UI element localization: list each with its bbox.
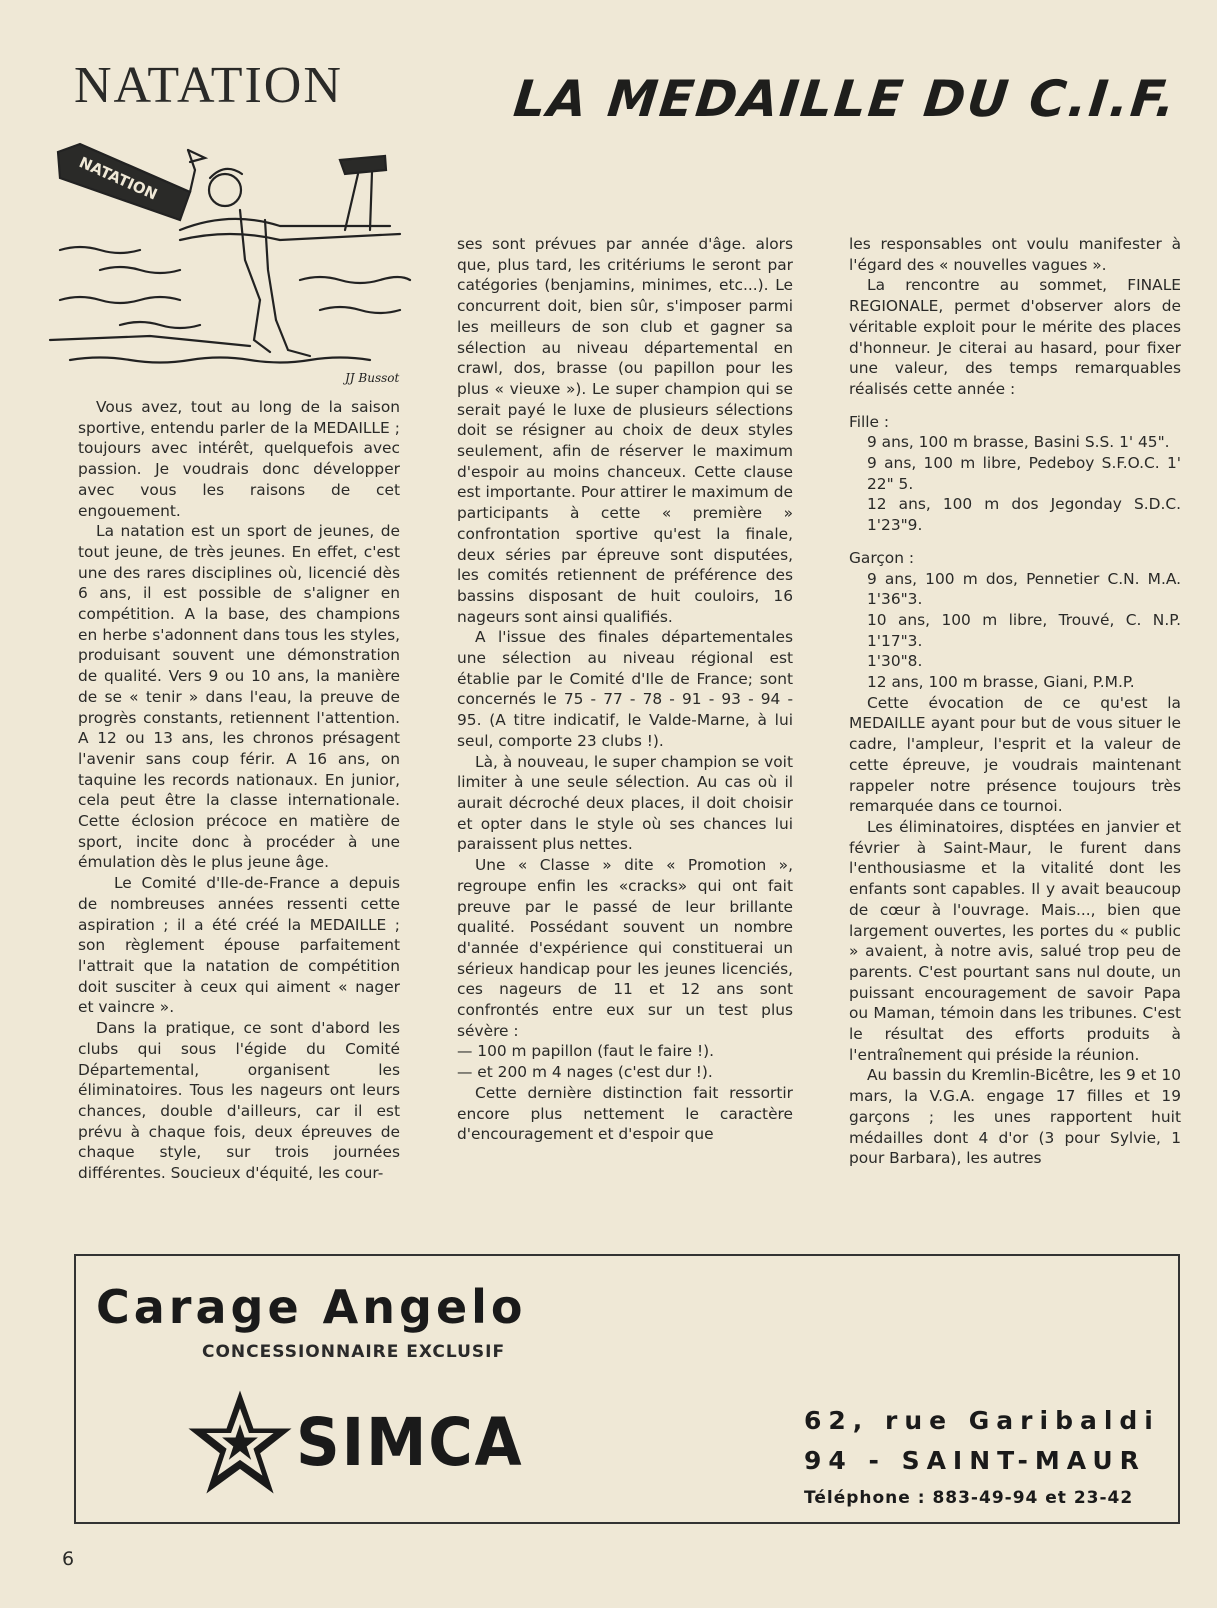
- ad-phone: Téléphone : 883-49-94 et 23-42: [804, 1488, 1134, 1508]
- paragraph: Vous avez, tout au long de la saison sportive, entendu parler de la MEDAILLE ; toujours avec intérêt, quelquefois avec passion. Je voudrais donc développer avec vous les raisons de cet engouement.: [78, 398, 400, 520]
- result-item: 12 ans, 100 m dos Jegonday S.D.C. 1'23"9.: [867, 495, 1181, 535]
- results-label-boys: Garçon :: [849, 548, 915, 567]
- ad-subtitle: CONCESSIONNAIRE EXCLUSIF: [202, 1342, 506, 1362]
- section-title: NATATION: [74, 57, 343, 114]
- ad-business-name: Carage Angelo: [96, 1280, 527, 1334]
- paragraph: Les éliminatoires, disptées en janvier et février à Saint-Maur, le furent dans l'enthousiasme et la vitalité dont les enfants sont capables. Il y avait beaucoup de cœur à l'ouvrage. Mais..., bien que largement ouvertes, les portes du « public » avaient, à notre avis, salué trop peu de parents. C'est pourtant sans nul doute, un puissant encouragement de savoir Papa ou Maman, témoin dans les tribunes. C'est le résultat des efforts produits à l'entraînement qui préside la réunion.: [849, 817, 1181, 1064]
- paragraph: ses sont prévues par année d'âge. alors que, plus tard, les critériums le seront par catégories (benjamins, minimes, etc...). Le concurrent doit, bien sûr, s'imposer parmi les meilleurs de son club et gagner sa sélection au niveau départemental en crawl, dos, brasse (ou papillon pour les plus « vieuxe »). Le super champion qui se serait payé le luxe de plusieurs sélections doit se résigner au choix de deux styles seulement, afin de réserver le maximum d'espoir au moins chanceux. Cette clause est importante. Pour attirer le maximum de participants à cette « première » confrontation sportive qu'est la finale, deux séries par épreuve sont disputées, les comités retiennent de préférence des bassins disposant de huit couloirs, 16 nageurs sont ainsi qualifiés.: [457, 235, 793, 626]
- article-column-2: [457, 234, 793, 1145]
- result-item: 9 ans, 100 m brasse, Basini S.S. 1' 45".: [867, 433, 1170, 452]
- paragraph: Le Comité d'Ile-de-France a depuis de nombreuses années ressenti cette aspiration ; il a été créé la MEDAILLE ; son règlement épouse parfaitement l'attrait que la natation de compétition doit susciter à ceux qui aiment « nager et vaincre ».: [78, 874, 400, 1017]
- paragraph: Là, à nouveau, le super champion se voit limiter à une seule sélection. Au cas où il aurait décroché deux places, il doit choisir et opter dans le style où ses chances lui paraissent plus nettes.: [457, 752, 793, 854]
- paragraph: Cette évocation de ce qu'est la MEDAILLE ayant pour but de vous situer le cadre, l'ampleur, l'esprit et la valeur de cette épreuve, je voudrais maintenant rappeler notre présence toujours très remarquée dans ce tournoi.: [849, 693, 1181, 816]
- paragraph: La natation est un sport de jeunes, de tout jeune, de très jeunes. En effet, c'est une des rares disciplines où, licencié dès 6 ans, il est possible de s'aligner en compétition. A la base, des champions en herbe s'adonnent dans tous les styles, produisant souvent une démonstration de qualité. Vers 9 ou 10 ans, la manière de se « tenir » dans l'eau, la preuve de progrès constants, retiennent l'attention. A 12 ou 13 ans, les chronos présagent l'avenir sans coup férir. A 16 ans, on taquine les records nationaux. En junior, cela peut être la classe internationale. Cette éclosion précoce en matière de sport, incite donc à procéder à une émulation dès le plus jeune âge.: [78, 522, 400, 872]
- page-number: 6: [62, 1548, 75, 1570]
- paragraph: les responsables ont voulu manifester à l'égard des « nouvelles vagues ».: [849, 235, 1181, 274]
- result-item: 1'30"8.: [867, 652, 923, 671]
- paragraph: A l'issue des finales départementales une sélection au niveau régional est établie par le Comité d'Ile de France; sont concernés le 75 - 77 - 78 - 91 - 93 - 94 - 95. (A titre indicatif, le Valde-Marne, à lui seul, comporte 23 clubs !).: [457, 628, 793, 750]
- article-column-3: [849, 234, 1181, 1169]
- paragraph: Cette dernière distinction fait ressortir encore plus nettement le caractère d'encouragement et d'espoir que: [457, 1083, 793, 1144]
- article-column-1: [78, 397, 400, 1184]
- result-item: 10 ans, 100 m libre, Trouvé, C. N.P. 1'17"3.: [867, 610, 1181, 650]
- result-item: 9 ans, 100 m dos, Pennetier C.N. M.A. 1'36"3.: [867, 569, 1181, 609]
- paragraph: Une « Classe » dite « Promotion », regroupe enfin les «cracks» qui ont fait preuve par le passé de leur brillante qualité. Possédant souvent un nombre d'année d'expérience qui constituerai un sérieux handicap pour les jeunes licenciés, ces nageurs de 11 et 12 ans sont confrontés entre eux sur un test plus sévère :: [457, 856, 793, 1040]
- list-item: — 100 m papillon (faut le faire !).: [457, 1042, 715, 1061]
- paragraph: Au bassin du Kremlin-Bicêtre, les 9 et 10 mars, la V.G.A. engage 17 filles et 19 garçons ; les unes rapportent huit médailles dont 4 d'or (3 pour Sylvie, 1 pour Barbara), les autres: [849, 1066, 1181, 1168]
- illustration-signature: JJ Bussot: [345, 371, 400, 385]
- advertisement-box: [74, 1254, 1180, 1524]
- simca-star-icon: [184, 1386, 296, 1498]
- result-item: 9 ans, 100 m libre, Pedeboy S.F.O.C. 1' 22" 5.: [867, 454, 1181, 493]
- banner-text: NATATION: [76, 153, 161, 204]
- article-headline: LA MEDAILLE DU C.I.F.: [511, 70, 1181, 128]
- ad-address-city: 94 - SAINT-MAUR: [804, 1446, 1146, 1475]
- result-item: 12 ans, 100 m brasse, Giani, P.M.P.: [867, 673, 1135, 692]
- ad-brand-logo: SIMCA: [296, 1404, 524, 1481]
- list-item: — et 200 m 4 nages (c'est dur !).: [457, 1063, 713, 1082]
- paragraph: Dans la pratique, ce sont d'abord les clubs qui sous l'égide du Comité Départemental, organisent les éliminatoires. Tous les nageurs ont leurs chances, double d'ailleurs, car il est prévu à chaque fois, deux épreuves de chaque style, sur trois journées différentes. Soucieux d'équité, les cour-: [78, 1019, 400, 1183]
- swimmer-illustration: [40, 140, 440, 390]
- ad-address-street: 62, rue Garibaldi: [804, 1406, 1160, 1435]
- paragraph: La rencontre au sommet, FINALE REGIONALE, permet d'observer alors de véritable exploit pour le mérite des places d'honneur. Je citerai au hasard, pour fixer une valeur, des temps remarquables réalisés cette année :: [849, 276, 1181, 398]
- results-label-girls: Fille :: [849, 412, 890, 431]
